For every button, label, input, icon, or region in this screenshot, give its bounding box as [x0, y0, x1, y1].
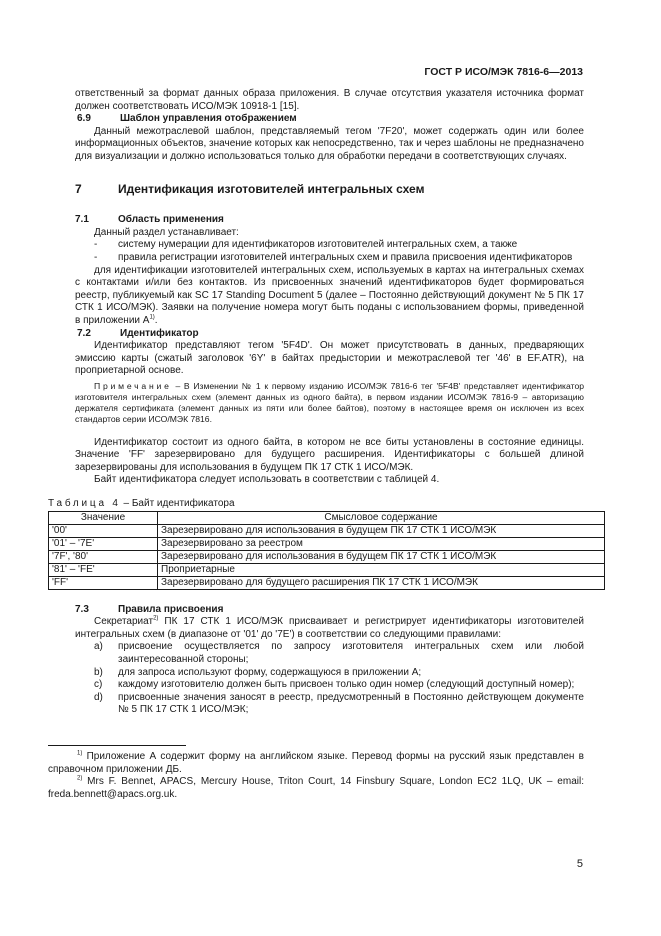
list-marker: b): [94, 666, 103, 678]
table-cell-meaning: Проприетарные: [158, 563, 605, 576]
list-text: присвоение осуществляется по запросу изготовителя интегральных схем или любой заинтересованной стороны;: [118, 641, 584, 666]
subsection-6-9-heading: [75, 113, 584, 126]
section-7-heading: [75, 183, 584, 196]
footnote-ref-1: 1): [149, 314, 155, 321]
paragraph-7-1: Данный раздел устанавливает:: [94, 226, 239, 238]
list-text: систему нумерации для идентификаторов изготовителей интегральных схем, а также: [118, 239, 518, 251]
list-text: для запроса используют форму, содержащуюся в приложении А;: [118, 666, 422, 678]
paragraph-7-2: Идентификатор представляют тегом '5F4D'. Он может присутствовать в данных, предваряющих эмиссию карты (сжатый заголовок '6Y' в байтах предыстории и межотраслевой тег '46' в EF.ATR), на проприетарной основе.: [75, 340, 584, 377]
table-header-value: Значение: [49, 511, 158, 524]
table-cell-value: '7F', '80': [49, 550, 158, 563]
list-item: [75, 239, 584, 252]
document-header: ГОСТ Р ИСО/МЭК 7816-6—2013: [424, 66, 583, 78]
footnote: [48, 776, 584, 801]
footnote-separator: [48, 745, 186, 746]
table-header-row: [49, 511, 605, 524]
note-text: – В Изменении № 1 к первому изданию ИСО/МЭК 7816-6 тег '5F4B' представляет идентификатор изготовителя интегральных схем (элемент данных из одного байта), в первом издании ИСО/МЭК 7816-9 – авторизацию держателя сертификата (элемент данных из пяти или более байтов), поэтому в настоящее время он исключен из всех стандартов серии ИСО/МЭК 7816.: [75, 380, 584, 425]
list-marker: -: [94, 251, 98, 263]
section-title: Идентификация изготовителей интегральных схем: [118, 181, 425, 196]
footnote-text: Приложение А содержит форму на английском языке. Перевод формы на русский язык представлен в справочном приложении ДБ.: [48, 751, 584, 775]
table-caption: [48, 498, 584, 511]
list-marker: а): [94, 641, 103, 653]
paragraph-6-9: Данный межотраслевой шаблон, представляемый тегом '7F20', может содержать один или более информационных объектов, значение которых как непосредственно, так и через шаблоны не предназначено для визуализации и должно использоваться только для обработки передачи в соответствующих случаях.: [75, 125, 584, 162]
table-row: [49, 550, 605, 563]
list-item: [75, 667, 584, 680]
footnote-ref-2: 2): [153, 615, 159, 622]
subsection-title: Правила присвоения: [118, 603, 224, 615]
table-cell-meaning: Зарезервировано для будущего расширения ПК 17 СТК 1 ИСО/МЭК: [158, 576, 605, 589]
subsection-number: 6.9: [77, 113, 91, 125]
table-row: [49, 576, 605, 589]
footnote-text: Mrs F. Bennet, APACS, Mercury House, Triton Court, 14 Finsbury Square, London EC2 1LQ, UK – email: freda.bennett@apacs.org.uk.: [48, 776, 584, 800]
footnote: [48, 751, 584, 776]
note: [75, 381, 584, 426]
subsection-title: Шаблон управления отображением: [120, 113, 297, 125]
subsection-7-1-heading: [75, 214, 584, 227]
list-marker: c): [94, 679, 103, 691]
table-row: [49, 524, 605, 537]
paragraph-7-2-b: Идентификатор состоит из одного байта, в котором не все биты установлены в состояние единицы. Значение 'FF' зарезервировано для будущего расширения. Идентификаторы с большей длиной зарезервированы для использования в будущем ПК 17 СТК 1 ИСО/МЭК.: [75, 436, 584, 473]
list-marker: -: [94, 239, 98, 251]
list-text: правила регистрации изготовителей интегральных схем и правила присвоения идентификаторов: [118, 251, 573, 263]
list-item: [75, 641, 584, 666]
table-caption-text: – Байт идентификатора: [120, 498, 235, 510]
subsection-7-3-heading: [75, 604, 584, 617]
footnotes: [48, 751, 584, 801]
paragraph-7-2-c: Байт идентификатора следует использовать в соответствии с таблицей 4.: [94, 474, 440, 486]
table-cell-value: '81' – 'FE': [49, 563, 158, 576]
list-item: [75, 252, 584, 265]
paragraph-7-3: [75, 616, 584, 641]
identifier-byte-table: [48, 511, 605, 590]
paragraph-7-1-body: [75, 265, 584, 328]
table-header-meaning: Смысловое содержание: [158, 511, 605, 524]
paragraph-end: .: [154, 314, 158, 326]
list-text: каждому изготовителю должен быть присвоен только один номер (следующий доступный номер);: [118, 679, 575, 691]
table-cell-value: '01' – '7E': [49, 537, 158, 550]
subsection-number: 7.1: [75, 214, 89, 226]
subsection-7-2-heading: [75, 328, 584, 341]
section-number: 7: [75, 181, 82, 196]
footnote-mark: 1): [77, 750, 83, 757]
table-row: [49, 537, 605, 550]
paragraph-text: для идентификации изготовителей интегральных схем, используемых в картах на интегральных схемах с контактами и/или без контактов. Из присвоенных значений идентификаторов будет формироваться реестр, публикуемый как SC 17 Standing Document 5 (далее – Постоянно действующий документ № 5 ПК 17 СТК 1 ИСО/МЭК). Заявки на получение номера могут быть поданы с использованием формы, приведенной в приложении А: [75, 264, 584, 326]
list-item: [75, 692, 584, 717]
table-row: [49, 563, 605, 576]
table-cell-value: 'FF': [49, 576, 158, 589]
paragraph-text: Секретариат: [94, 616, 154, 628]
table-caption-label: Таблица 4: [48, 498, 121, 510]
table-cell-value: '00': [49, 524, 158, 537]
subsection-title: Область применения: [118, 214, 224, 226]
footnote-mark: 2): [77, 775, 83, 782]
note-label: Примечание: [94, 380, 172, 391]
list-item: [75, 679, 584, 692]
list-marker: d): [94, 691, 103, 703]
table-cell-meaning: Зарезервировано за реестром: [158, 537, 605, 550]
subsection-number: 7.3: [75, 603, 89, 615]
page-content: [48, 88, 584, 801]
list-text: присвоенные значения заносят в реестр, предусмотренный в Постоянно действующем документе № 5 ПК 17 СТК 1 ИСО/МЭК;: [118, 691, 584, 716]
subsection-number: 7.2: [77, 327, 91, 339]
table-cell-meaning: Зарезервировано для использования в будущем ПК 17 СТК 1 ИСО/МЭК: [158, 550, 605, 563]
table-cell-meaning: Зарезервировано для использования в будущем ПК 17 СТК 1 ИСО/МЭК: [158, 524, 605, 537]
paragraph-intro: ответственный за формат данных образа приложения. В случае отсутствия указателя источника формат должен соответствовать ИСО/МЭК 10918-1 [15].: [75, 88, 584, 112]
subsection-title: Идентификатор: [120, 327, 199, 339]
paragraph-text-cont: ПК 17 СТК 1 ИСО/МЭК присваивает и регистрирует идентификаторы изготовителей интегральных схем (в диапазоне от '01' до '7E') в соответствии со следующими правилами:: [75, 616, 584, 640]
page-number: 5: [576, 858, 583, 870]
